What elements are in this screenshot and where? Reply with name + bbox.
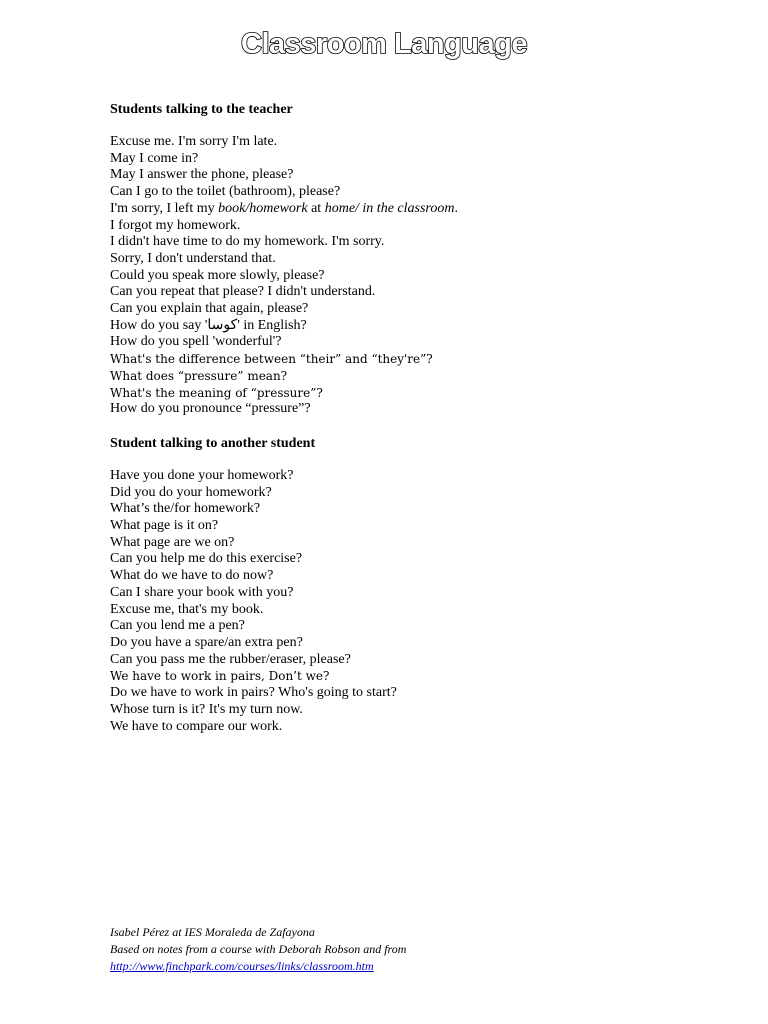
phrase-list xyxy=(110,134,730,418)
phrase-line: I forgot my homework. xyxy=(110,217,241,233)
page-title: Classroom Language xyxy=(241,28,527,60)
phrase-line: Excuse me, that's my book. xyxy=(110,601,264,617)
phrase-line: How do you spell 'wonderful'? xyxy=(110,334,282,350)
phrase-line: I'm sorry, I left my book/homework at home/ in the classroom. xyxy=(110,200,458,216)
phrase-line: What page are we on? xyxy=(110,534,235,550)
phrase-line: Sorry, I don't understand that. xyxy=(110,250,276,266)
phrase-line: Can you pass me the rubber/eraser, please? xyxy=(110,651,351,667)
phrase-line: Can I share your book with you? xyxy=(110,584,294,600)
phrase-list xyxy=(110,468,730,735)
phrase-line: Did you do your homework? xyxy=(110,484,272,500)
phrase-line: We have to compare our work. xyxy=(110,718,283,734)
phrase-line: What do we have to do now? xyxy=(110,568,274,584)
footer xyxy=(110,924,406,975)
footer-link[interactable]: http://www.finchpark.com/courses/links/classroom.htm xyxy=(110,959,374,973)
phrase-line: What's the meaning of “pressure”? xyxy=(110,385,323,400)
phrase-line: How do you say 'كوسا' in English? xyxy=(110,317,307,333)
section-heading: Student talking to another student xyxy=(110,435,316,451)
phrase-line: What page is it on? xyxy=(110,518,219,534)
section-heading: Students talking to the teacher xyxy=(110,102,293,117)
phrase-line: Do we have to work in pairs? Who's going to start? xyxy=(110,685,397,701)
phrase-line: What's the difference between “their” and “they're”? xyxy=(110,352,433,367)
phrase-line: Can I go to the toilet (bathroom), please? xyxy=(110,184,341,200)
footer-source: Based on notes from a course with Deborah Robson and from xyxy=(110,942,407,956)
phrase-line: Do you have a spare/an extra pen? xyxy=(110,634,303,650)
phrase-line: Can you repeat that please? I didn't understand. xyxy=(110,284,376,300)
phrase-line: How do you pronounce “pressure”? xyxy=(110,401,311,417)
phrase-line: We have to work in pairs, Don’t we? xyxy=(110,669,330,684)
footer-author: Isabel Pérez at IES Moraleda de Zafayona xyxy=(110,925,315,939)
section-student xyxy=(110,435,730,735)
phrase-line: I didn't have time to do my homework. I'm sorry. xyxy=(110,234,385,250)
phrase-line: May I answer the phone, please? xyxy=(110,167,294,183)
phrase-line: May I come in? xyxy=(110,150,199,166)
phrase-line: What does “pressure” mean? xyxy=(110,368,288,383)
phrase-line: Excuse me. I'm sorry I'm late. xyxy=(110,134,278,149)
phrase-line: Can you explain that again, please? xyxy=(110,301,309,317)
phrase-line: What’s the/for homework? xyxy=(110,501,261,517)
phrase-line: Can you help me do this exercise? xyxy=(110,551,303,567)
phrase-line: Can you lend me a pen? xyxy=(110,618,245,634)
phrase-line: Could you speak more slowly, please? xyxy=(110,267,325,283)
section-teacher xyxy=(110,101,730,418)
phrase-line: Whose turn is it? It's my turn now. xyxy=(110,701,303,717)
phrase-line: Have you done your homework? xyxy=(110,467,294,483)
document-body xyxy=(110,101,730,752)
